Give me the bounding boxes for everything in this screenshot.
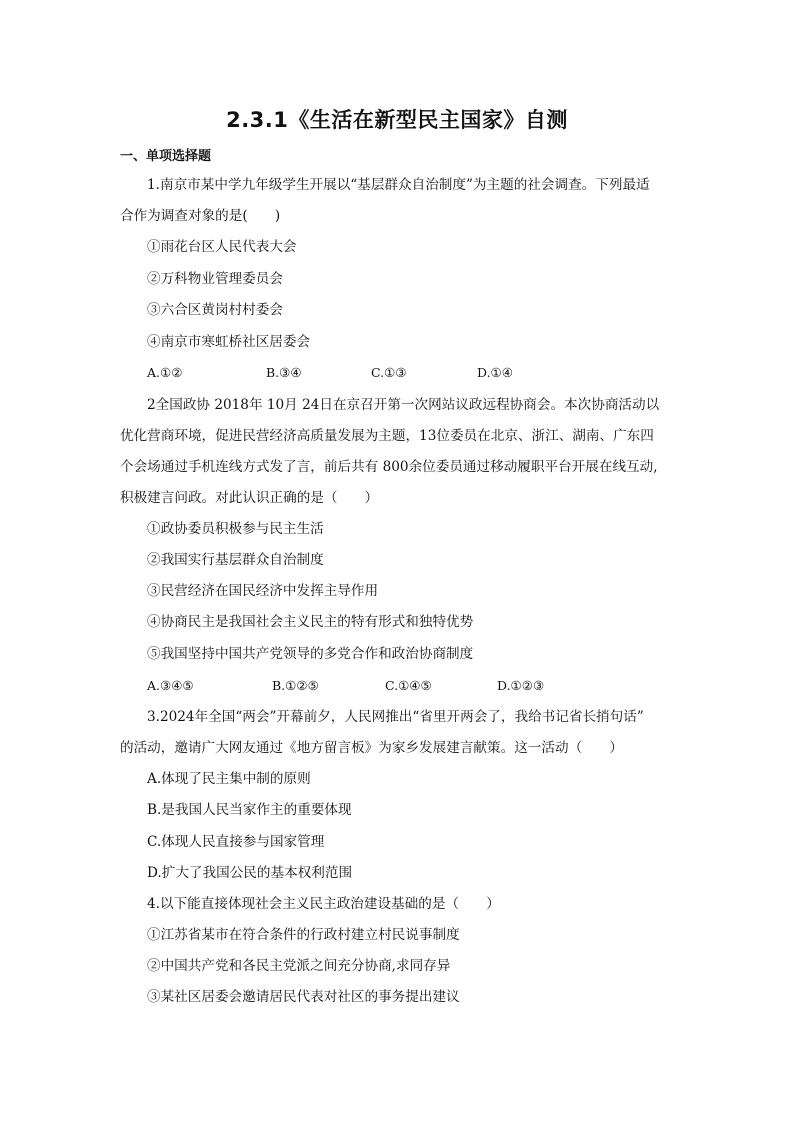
question-1-item-1: ①雨花台区人民代表大会: [147, 239, 297, 255]
question-1-stem-line-2: 合作为调查对象的是( ): [120, 208, 281, 224]
question-3-option-c: C.体现人民直接参与国家管理: [147, 834, 325, 850]
question-1-stem-line-1: 1.南京市某中学九年级学生开展以“基层群众自治制度”为主题的社会调查。下列最适: [147, 177, 650, 193]
question-1-choice-d: D.①④: [477, 365, 513, 380]
section-heading: 一、单项选择题: [120, 149, 212, 164]
question-3-option-b: B.是我国人民当家作主的重要体现: [147, 802, 352, 818]
question-1-choice-b: B.③④: [266, 365, 302, 380]
question-2-item-5: ⑤我国坚持中国共产党领导的多党合作和政治协商制度: [147, 646, 474, 662]
question-2-stem-line-2: 优化营商环境，促进民营经济高质量发展为主题，13位委员在北京、浙江、湖南、广东四: [120, 428, 654, 444]
question-2-choice-a: A.③④⑤: [147, 678, 194, 693]
question-1-choice-a: A.①②: [147, 365, 183, 380]
question-3-option-a: A.体现了民主集中制的原则: [147, 771, 311, 787]
question-1-choice-c: C.①③: [371, 365, 407, 380]
question-2-choice-c: C.①④⑤: [385, 678, 432, 693]
question-2-choice-d: D.①②③: [497, 678, 545, 693]
question-2-stem-line-1: 2全国政协 2018年 10月 24日在京召开第一次网站议政远程协商会。本次协商活动以: [147, 397, 660, 413]
question-2-choice-b: B.①②⑤: [272, 678, 319, 693]
page-title: 2.3.1《生活在新型民主国家》自测: [226, 108, 568, 132]
question-4-item-2: ②中国共产党和各民主党派之间充分协商,求同存异: [147, 958, 451, 974]
question-2-item-1: ①政协委员积极参与民主生活: [147, 521, 324, 537]
question-2-item-3: ③民营经济在国民经济中发挥主导作用: [147, 583, 379, 599]
question-2-stem-line-3: 个会场通过手机连线方式发了言，前后共有 800余位委员通过移动履职平台开展在线互动,: [120, 459, 658, 475]
question-2-stem-line-4: 积极建言问政。对此认识正确的是（ ）: [120, 490, 379, 506]
question-4-item-3: ③某社区居委会邀请居民代表对社区的事务提出建议: [147, 989, 460, 1005]
question-3-stem-line-1: 3.2024年全国“两会”开幕前夕，人民网推出“省里开两会了，我给书记省长捎句话”: [147, 709, 644, 725]
question-1-item-4: ④南京市寒虹桥社区居委会: [147, 334, 311, 350]
question-4-item-1: ①江苏省某市在符合条件的行政村建立村民说事制度: [147, 927, 460, 943]
question-2-item-4: ④协商民主是我国社会主义民主的特有形式和独特优势: [147, 614, 474, 630]
question-1-item-2: ②万科物业管理委员会: [147, 271, 283, 287]
question-1-item-3: ③六合区黄岗村村委会: [147, 302, 283, 318]
question-3-stem-line-2: 的活动，邀请广大网友通过《地方留言板》为家乡发展建言献策。这一活动（ ）: [120, 740, 623, 756]
question-4-stem: 4.以下能直接体现社会主义民主政治建设基础的是（ ）: [147, 896, 500, 912]
question-2-item-2: ②我国实行基层群众自治制度: [147, 552, 324, 568]
question-3-option-d: D.扩大了我国公民的基本权利范围: [147, 865, 353, 881]
